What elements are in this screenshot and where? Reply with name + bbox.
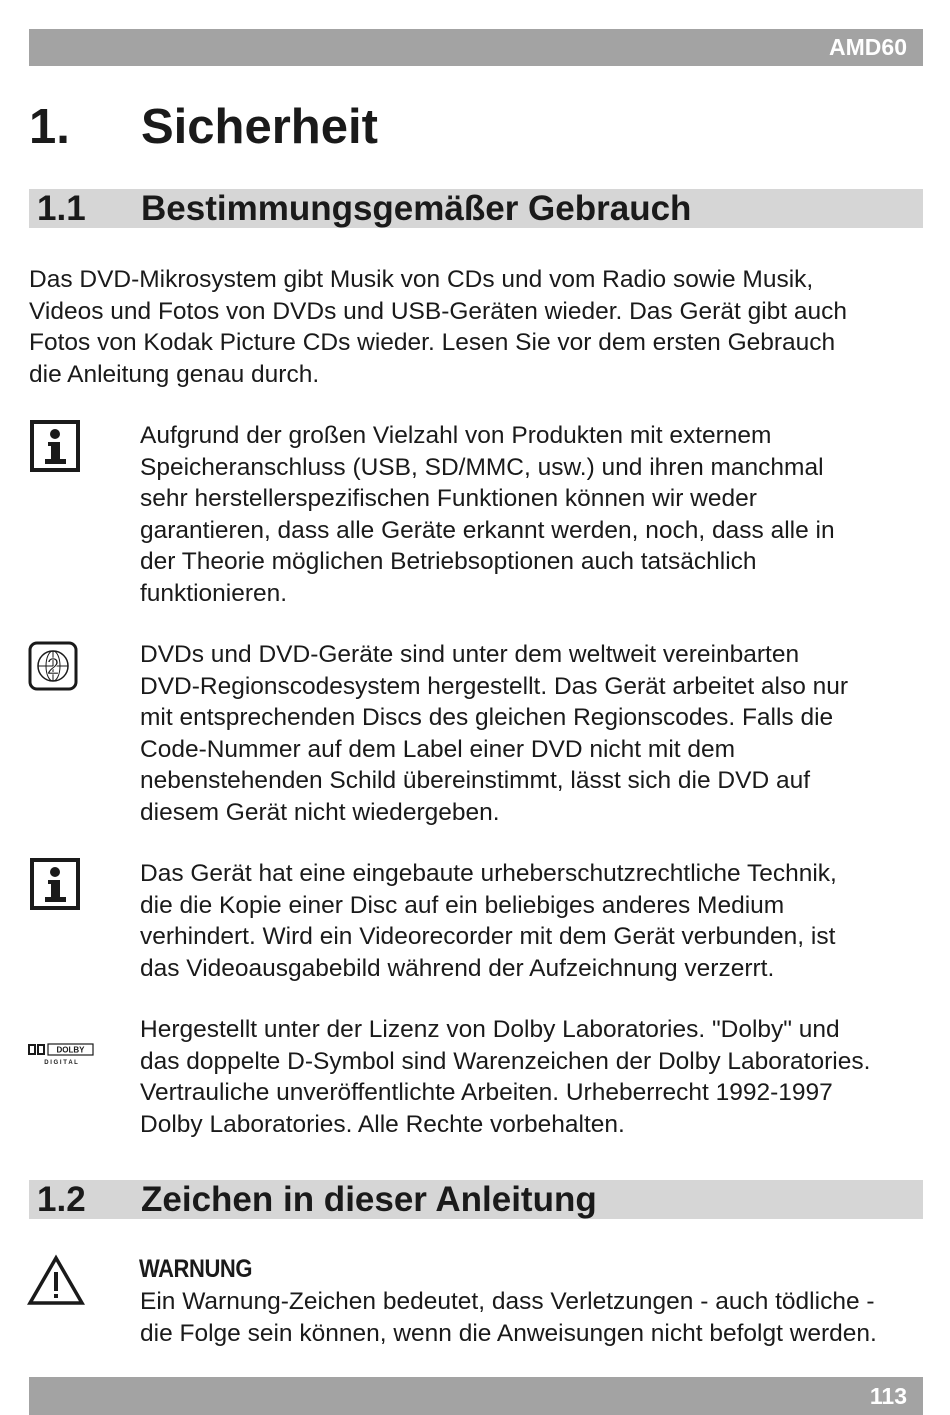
info-icon: [30, 858, 80, 910]
section-number: 1.2: [37, 1180, 86, 1219]
text-line: Videos und Fotos von DVDs und USB-Geräten wieder. Das Gerät gibt auch: [29, 297, 848, 325]
note-paragraph: [140, 639, 848, 828]
section-title: Zeichen in dieser Anleitung: [141, 1180, 597, 1219]
chapter-title-text: Sicherheit: [141, 100, 378, 154]
text-line: nebenstehenden Schild übereinstimmt, lässt sich die DVD auf: [140, 767, 811, 794]
text-line: Dolby Laboratories. Alle Rechte vorbehalten.: [140, 1110, 625, 1138]
warning-title: WARNUNG: [139, 1255, 253, 1283]
text-line: Vertrauliche unveröffentlichte Arbeiten. Urheberrecht 1992-1997: [140, 1079, 833, 1106]
model-name: AMD60: [829, 34, 907, 60]
text-line: das Videoausgabebild während der Aufzeichnung verzerrt.: [140, 954, 775, 982]
note-paragraph: [140, 1014, 870, 1140]
text-line: Hergestellt unter der Lizenz von Dolby Laboratories. "Dolby" und: [140, 1016, 840, 1043]
text-line: Speicheranschluss (USB, SD/MMC, usw.) und ihren manchmal: [140, 453, 824, 481]
dolby-logo-text: DOLBY: [56, 1045, 85, 1055]
warning-icon: [27, 1254, 85, 1306]
text-line: verhindert. Wird ein Videorecorder mit dem Gerät verbunden, ist: [140, 923, 836, 950]
warning-paragraph: [140, 1286, 877, 1349]
footer-bar: [29, 1377, 923, 1415]
text-line: Das DVD-Mikrosystem gibt Musik von CDs und vom Radio sowie Musik,: [29, 266, 814, 293]
section-heading-1-2: [29, 1180, 923, 1219]
text-line: Fotos von Kodak Picture CDs wieder. Lesen Sie vor dem ersten Gebrauch: [29, 329, 836, 356]
text-line: die Anleitung genau durch.: [29, 360, 320, 388]
text-line: Code-Nummer auf dem Label einer DVD nicht mit dem: [140, 735, 736, 763]
text-line: der Theorie möglichen Betriebsoptionen auch tatsächlich: [140, 548, 757, 575]
intro-paragraph: [29, 264, 847, 390]
text-line: DVD-Regionscodesystem hergestellt. Das Gerät arbeitet also nur: [140, 672, 849, 700]
text-line: garantieren, dass alle Geräte erkannt werden, noch, dass alle in: [140, 516, 835, 544]
text-line: das doppelte D-Symbol sind Warenzeichen der Dolby Laboratories.: [140, 1047, 871, 1075]
text-line: Das Gerät hat eine eingebaute urheberschutzrechtliche Technik,: [140, 860, 837, 887]
text-line: die die Kopie einer Disc auf ein beliebiges anderes Medium: [140, 891, 785, 919]
note-paragraph: [140, 858, 837, 984]
dolby-digital-logo: [27, 1042, 97, 1068]
note-paragraph: [140, 420, 835, 609]
text-line: diesem Gerät nicht wiedergeben.: [140, 798, 500, 826]
text-line: funktionieren.: [140, 579, 288, 607]
region-number: 2: [46, 653, 60, 679]
text-line: mit entsprechenden Discs des gleichen Regionscodes. Falls die: [140, 704, 834, 731]
text-line: die Folge sein können, wenn die Anweisungen nicht befolgt werden.: [140, 1319, 877, 1347]
text-line: Ein Warnung-Zeichen bedeutet, dass Verletzungen - auch tödliche -: [140, 1288, 875, 1315]
section-heading-1-1: [29, 189, 923, 228]
text-line: Aufgrund der großen Vielzahl von Produkten mit externem: [140, 422, 772, 449]
chapter-title: [29, 96, 378, 158]
region-code-icon: [28, 641, 78, 691]
page-number: 113: [869, 1383, 907, 1409]
chapter-number: 1.: [29, 100, 70, 154]
header-bar: [29, 29, 923, 66]
section-title: Bestimmungsgemäßer Gebrauch: [141, 189, 692, 228]
text-line: sehr herstellerspezifischen Funktionen können wir weder: [140, 485, 757, 512]
info-icon: [30, 420, 80, 472]
section-number: 1.1: [37, 189, 86, 228]
text-line: DVDs und DVD-Geräte sind unter dem weltweit vereinbarten: [140, 641, 800, 668]
digital-logo-text: D I G I T A L: [44, 1060, 78, 1066]
